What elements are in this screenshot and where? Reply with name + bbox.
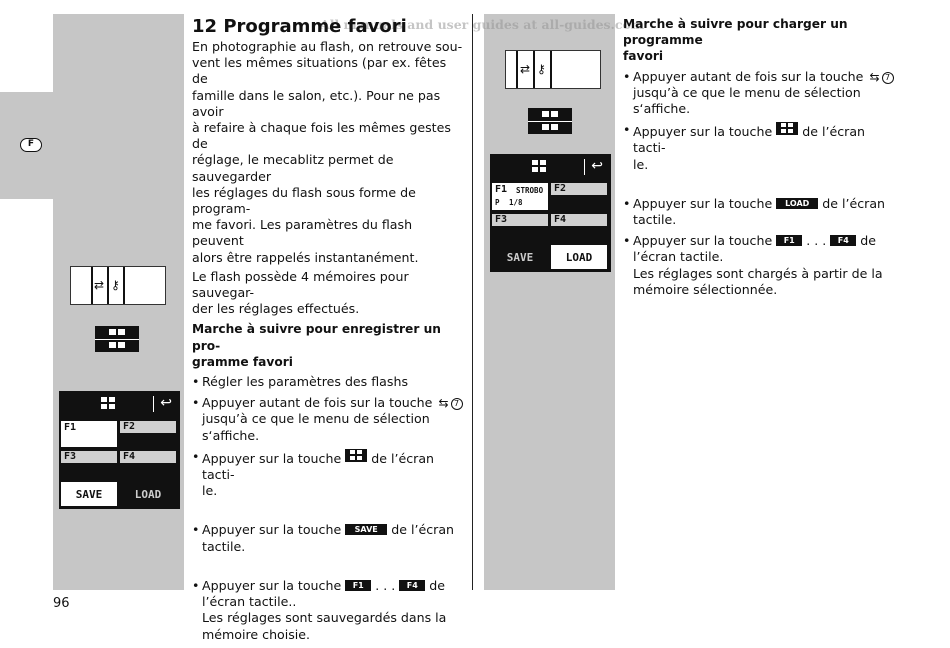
right-margin-column xyxy=(484,14,615,590)
save-key-icon: SAVE xyxy=(345,524,387,535)
load-button: LOAD xyxy=(120,482,176,506)
step-press-save: • Appuyer sur la touche SAVE de l’écran tactile. xyxy=(192,522,464,554)
mode-key-icon xyxy=(70,266,166,305)
page-number: 96 xyxy=(53,596,70,611)
key-icon: ⚷ xyxy=(111,278,120,292)
slot-f3: F3 xyxy=(61,451,117,477)
step-press-mode-key: • Appuyer autant de fois sur la touche ⇆ 7 jusqu’à ce que le menu de sélection s‘affiche. xyxy=(623,69,898,118)
slot-f1: F1 xyxy=(61,421,117,447)
arrow-icon: ⇄ xyxy=(520,62,531,76)
touchscreen-save xyxy=(59,391,180,509)
mode-key-icon xyxy=(505,50,601,89)
slot-f2: F2 xyxy=(551,183,607,210)
memories-paragraph: Le flash possède 4 mémoires pour sauvegar- der les réglages effectués. xyxy=(192,268,409,317)
screen-header xyxy=(61,393,178,415)
load-section xyxy=(623,16,898,303)
step-press-memory-key: • Appuyer sur la touche F1 . . . F4 de l’écran tactile.. Les réglages sont sauvegardés dans la mémoire choisie. xyxy=(192,578,464,643)
save-button: SAVE xyxy=(492,245,548,269)
column-divider xyxy=(472,14,473,590)
step-press-memory-key: • Appuyer sur la touche F1 . . . F4 de l’écran tactile. Les réglages sont chargés à partir de la mémoire sélectionnée. xyxy=(623,233,898,298)
slot-f4: F4 xyxy=(551,214,607,240)
slot-f3: F3 xyxy=(492,214,548,240)
save-subheading: Marche à suivre pour enregistrer un pro- gramme favori xyxy=(192,322,441,369)
favorites-grid-button xyxy=(95,326,139,352)
slot-f4: F4 xyxy=(120,451,176,477)
save-section xyxy=(192,16,464,648)
intro-paragraph: En photographie au flash, on retrouve sou- vent les mêmes situations (par ex. fêtes de famille dans le salon, etc.). Pour ne pas avoir à refaire à chaque fois les mêmes gestes de réglage, le mecablitz permet de sauvegarder les réglages du flash sous forme de program- me favori. Les paramètres du flash peuvent alors être rappelés instantanément. xyxy=(192,39,463,265)
watermark: All manuals and user guides at all-guides.com xyxy=(320,17,645,32)
key-number-badge: 7 xyxy=(451,398,463,410)
save-button: SAVE xyxy=(61,482,117,506)
touchscreen-load xyxy=(490,154,611,272)
swap-arrow-icon: ⇆ xyxy=(869,69,880,84)
f4-key-icon: F4 xyxy=(399,580,425,591)
grid-icon xyxy=(532,160,548,174)
back-icon: ↩ xyxy=(160,395,172,411)
page-title: 12 Programme favori xyxy=(192,16,407,37)
key-number-badge: 7 xyxy=(882,72,894,84)
step-press-mode-key: • Appuyer autant de fois sur la touche ⇆ 7 jusqu’à ce que le menu de sélection s‘affiche. xyxy=(192,395,464,444)
load-subheading: Marche à suivre pour charger un programme favori xyxy=(623,17,848,64)
f1-key-icon: F1 xyxy=(345,580,371,591)
load-button: LOAD xyxy=(551,245,607,269)
slot-f2: F2 xyxy=(120,421,176,447)
slot-f1: F1 STROBO P 1/8 xyxy=(492,183,548,210)
screen-header xyxy=(492,156,609,178)
step-press-load: • Appuyer sur la touche LOAD de l’écran tactile. xyxy=(623,196,898,228)
step-set-params: • Régler les paramètres des flashs xyxy=(192,374,464,390)
grid-key-icon xyxy=(345,449,367,462)
step-press-grid-key: • Appuyer sur la touche de l’écran tacti- le. xyxy=(192,449,464,500)
arrow-icon: ⇄ xyxy=(94,278,105,292)
language-badge: F xyxy=(20,138,42,152)
favorites-grid-button xyxy=(528,108,572,134)
f4-key-icon: F4 xyxy=(830,235,856,246)
load-key-icon: LOAD xyxy=(776,198,818,209)
f1-key-icon: F1 xyxy=(776,235,802,246)
grid-key-icon xyxy=(776,122,798,135)
back-icon: ↩ xyxy=(591,158,603,174)
key-icon: ⚷ xyxy=(537,62,546,76)
step-press-grid-key: • Appuyer sur la touche de l’écran tacti- le. xyxy=(623,122,898,173)
swap-arrow-icon: ⇆ xyxy=(438,396,449,411)
grid-icon xyxy=(101,397,117,411)
